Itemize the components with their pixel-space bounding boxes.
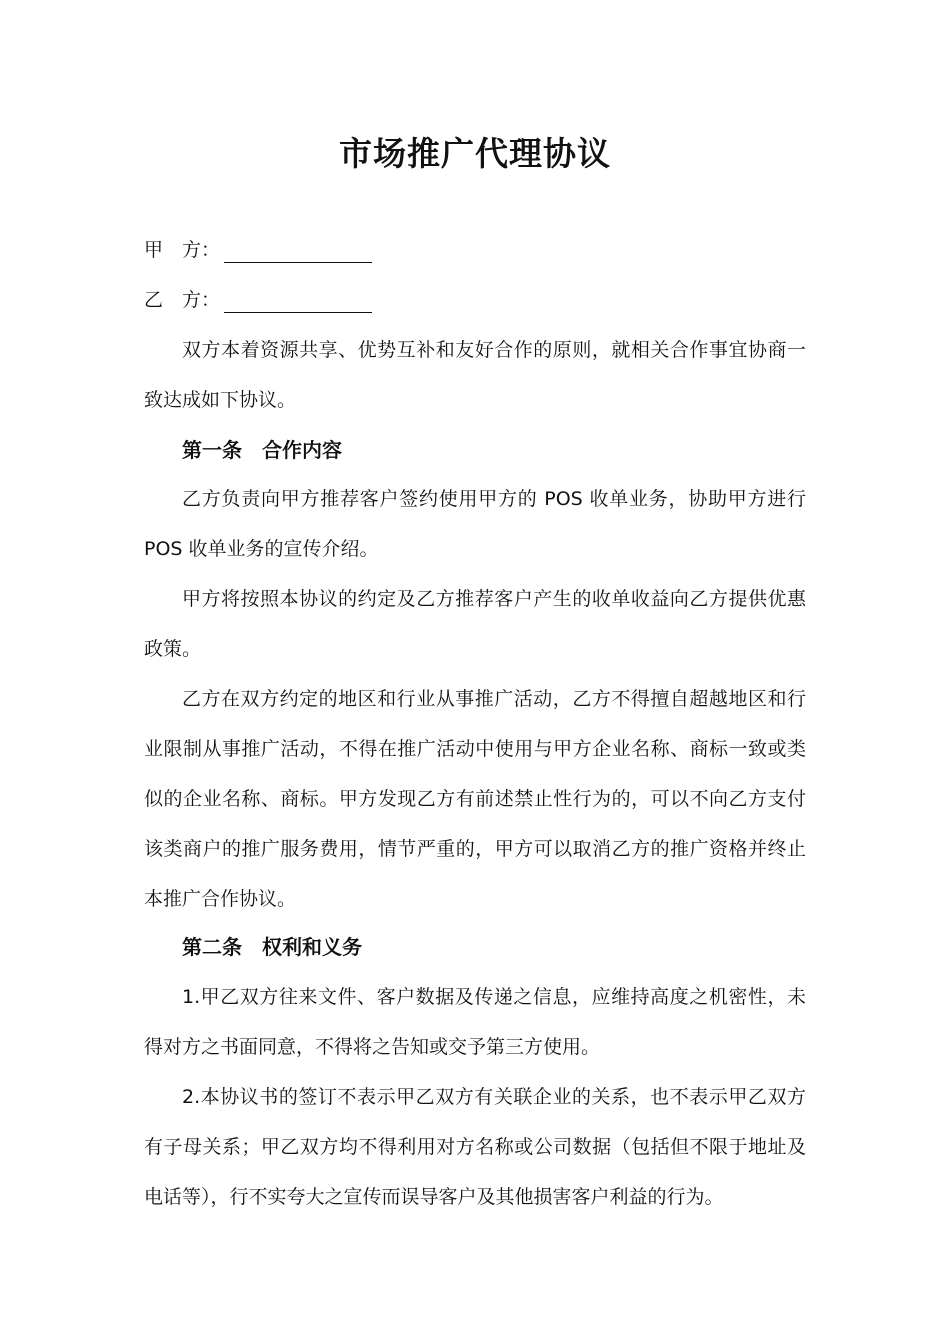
article-1-paragraph-1: 乙方负责向甲方推荐客户签约使用甲方的 POS 收单业务，协助甲方进行 POS 收单业务的宣传介绍。 xyxy=(144,488,806,560)
intro-paragraph: 双方本着资源共享、优势互补和友好合作的原则，就相关合作事宜协商一致达成如下协议。 xyxy=(144,339,806,411)
article-1-paragraph-2: 甲方将按照本协议的约定及乙方推荐客户产生的收单收益向乙方提供优惠政策。 xyxy=(144,588,806,660)
article-1-heading: 第一条 合作内容 xyxy=(182,438,342,462)
document-title: 市场推广代理协议 xyxy=(339,134,611,173)
party-a-blank xyxy=(224,240,372,263)
party-b-blank xyxy=(224,290,372,313)
article-1-paragraph-3: 乙方在双方约定的地区和行业从事推广活动，乙方不得擅自超越地区和行业限制从事推广活动，不得在推广活动中使用与甲方企业名称、商标一致或类似的企业名称、商标。甲方发现乙方有前述禁止性行为的，可以不向乙方支付该类商户的推广服务费用，情节严重的，甲方可以取消乙方的推广资格并终止本推广合作协议。 xyxy=(144,688,806,910)
party-a-label: 甲 方： xyxy=(144,239,221,261)
article-2-paragraph-2: 2.本协议书的签订不表示甲乙双方有关联企业的关系，也不表示甲乙双方有子母关系；甲乙双方均不得利用对方名称或公司数据（包括但不限于地址及电话等），行不实夸大之宣传而误导客户及其他损害客户利益的行为。 xyxy=(144,1086,806,1208)
party-b-row xyxy=(144,287,372,313)
party-a-row xyxy=(144,237,372,263)
article-2-paragraph-1: 1.甲乙双方往来文件、客户数据及传递之信息，应维持高度之机密性，未得对方之书面同意，不得将之告知或交予第三方使用。 xyxy=(144,986,806,1058)
party-b-label: 乙 方： xyxy=(144,289,221,311)
article-2-heading: 第二条 权利和义务 xyxy=(182,935,362,959)
